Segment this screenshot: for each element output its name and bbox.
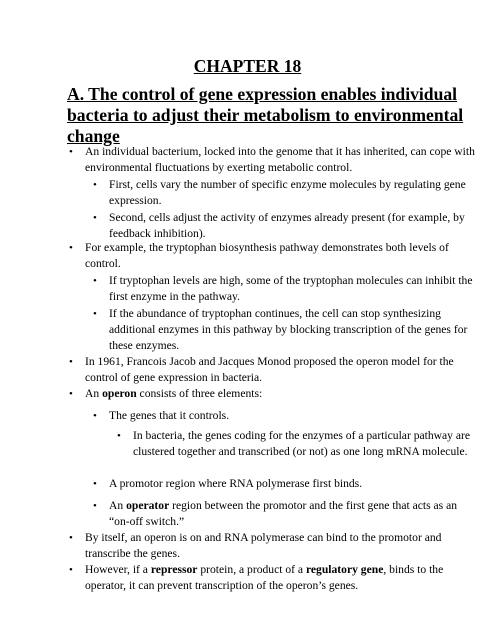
list-item: In bacteria, the genes coding for the enzymes of a particular pathway are clustered together and transcribed (or not) as one long mRNA molecule. xyxy=(133,429,471,458)
chapter-title: CHAPTER 18 xyxy=(193,56,302,76)
term-operator: operator xyxy=(126,499,170,512)
list-item: In 1961, Francois Jacob and Jacques Monod proposed the operon model for the control of gene expression in bacteria. xyxy=(85,355,454,384)
list-item: If the abundance of tryptophan continues, the cell can stop synthesizing additional enzymes in this pathway by blocking transcription of the genes for these enzymes. xyxy=(109,307,468,352)
bullet-marker: • xyxy=(69,532,73,544)
list-item: First, cells vary the number of specific enzyme molecules by regulating gene expression. xyxy=(109,178,466,207)
bullet-marker: • xyxy=(93,179,97,191)
list-item: An operator region between the promotor and the first gene that acts as an “on-off switch.” xyxy=(109,499,458,528)
bullet-marker: • xyxy=(69,242,73,254)
bullet-marker: • xyxy=(93,308,97,320)
list-item: If tryptophan levels are high, some of the tryptophan molecules can inhibit the first enzyme in the pathway. xyxy=(109,274,473,303)
bullet-marker: • xyxy=(93,500,97,512)
bullet-marker: • xyxy=(69,564,73,576)
section-heading: A. The control of gene expression enables individual bacteria to adjust their metabolism to environmental change xyxy=(67,84,464,146)
bullet-marker: • xyxy=(93,410,97,422)
bullet-marker: • xyxy=(69,146,73,158)
list-item: However, if a repressor protein, a product of a regulatory gene, binds to the operator, it can prevent transcription of the operon’s genes. xyxy=(85,563,444,592)
list-item: An operon consists of three elements: xyxy=(85,387,263,400)
term-repressor: repressor xyxy=(150,563,198,576)
list-item: A promotor region where RNA polymerase first binds. xyxy=(109,477,363,490)
bullet-marker: • xyxy=(93,478,97,490)
bullet-marker: • xyxy=(93,212,97,224)
bullet-marker: • xyxy=(93,275,97,287)
list-item: The genes that it controls. xyxy=(109,409,230,422)
bullet-marker: • xyxy=(117,430,121,442)
bullet-marker: • xyxy=(69,388,73,400)
term-regulatory-gene: regulatory gene xyxy=(305,563,384,576)
bullet-marker: • xyxy=(69,356,73,368)
term-operon: operon xyxy=(102,387,137,400)
list-item: For example, the tryptophan biosynthesis pathway demonstrates both levels of control. xyxy=(85,241,449,270)
list-item: By itself, an operon is on and RNA polymerase can bind to the promotor and transcribe the genes. xyxy=(85,531,442,560)
list-item: An individual bacterium, locked into the genome that it has inherited, can cope with environmental fluctuations by exerting metabolic control. xyxy=(85,145,475,174)
list-item: Second, cells adjust the activity of enzymes already present (for example, by feedback inhibition). xyxy=(109,211,465,240)
